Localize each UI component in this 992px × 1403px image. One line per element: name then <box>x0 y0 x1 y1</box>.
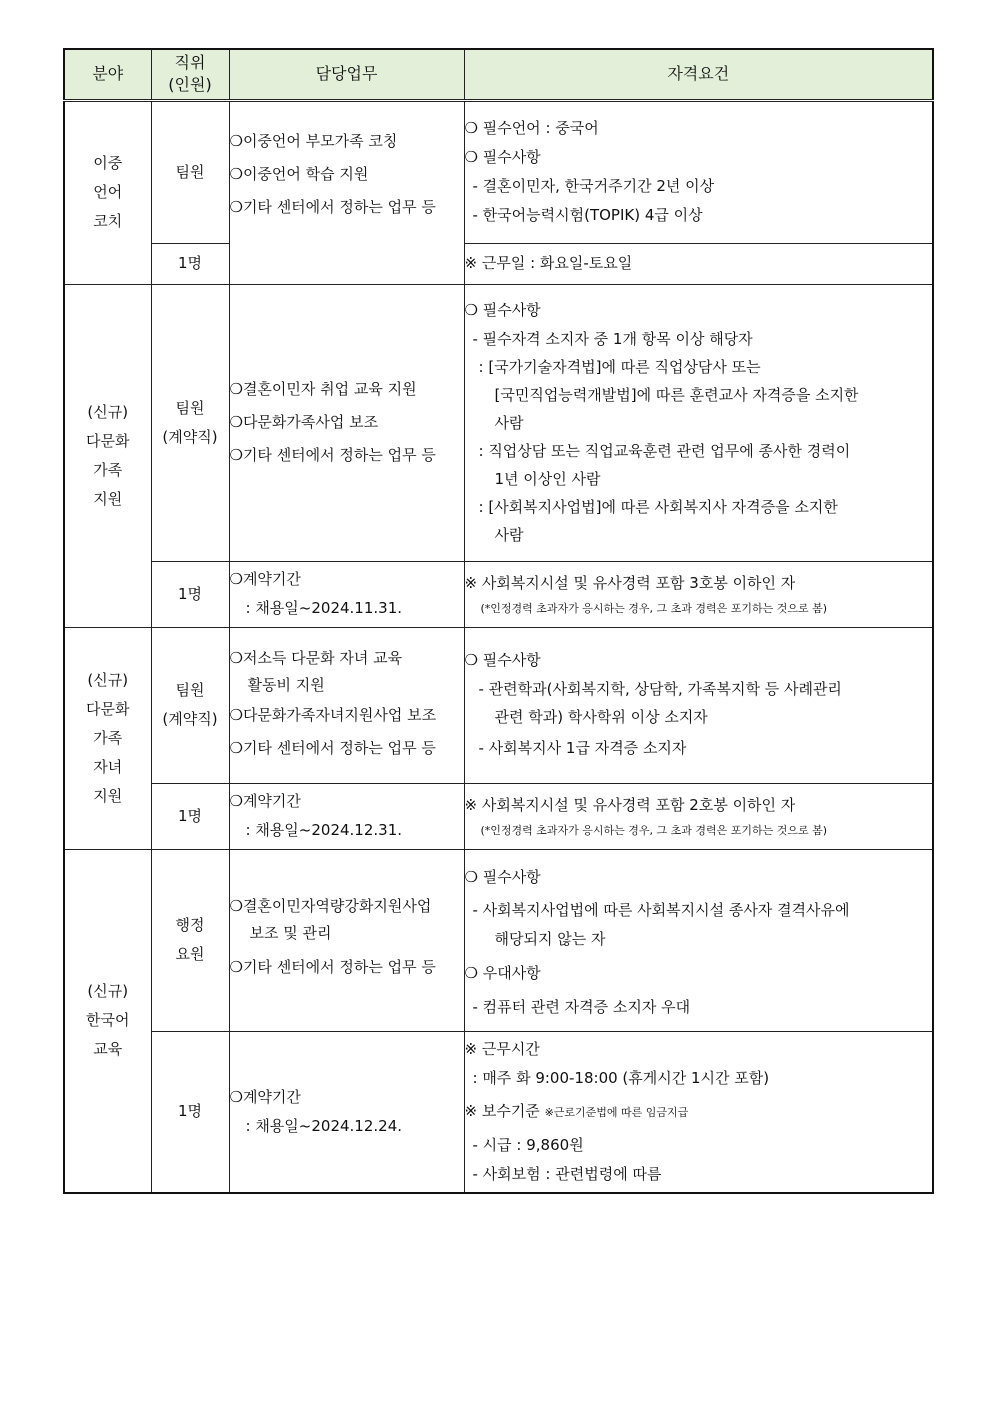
field-line: 자녀 <box>93 757 123 776</box>
duty-item: 활동비 지원 <box>247 676 325 694</box>
requirement-line: ❍ 필수언어 : 중국어 <box>464 119 599 137</box>
requirement-line: - 컴퓨터 관련 자격증 소지자 우대 <box>472 997 691 1016</box>
field-line: (신규) <box>87 402 129 421</box>
header-qualifications: 자격요건 <box>464 49 933 100</box>
duty-item: ❍기타 센터에서 정하는 업무 등 <box>229 446 436 464</box>
field-line: 가족 <box>93 460 123 479</box>
requirements-cell <box>464 284 933 561</box>
count-cell: 1명 <box>151 1031 229 1193</box>
requirement-line: : [사회복지사업법]에 따른 사회복지사 자격증을 소지한 <box>478 498 838 516</box>
work-hours: : 매주 화 9:00-18:00 (휴게시간 1시간 포함) <box>472 1068 770 1087</box>
recruitment-table <box>63 48 934 1194</box>
note-cell <box>464 783 933 849</box>
requirement-line: 관련 학과) 학사학위 이상 소지자 <box>494 707 708 726</box>
note-cell <box>464 561 933 627</box>
pay-hourly: - 시급 : 9,860원 <box>472 1135 584 1154</box>
requirement-line: [국민직업능력개발법]에 따른 훈련교사 자격증을 소지한 <box>494 386 859 404</box>
note-small: (*인정경력 초과자가 응시하는 경우, 그 초과 경력은 포기하는 것으로 봄) <box>480 601 828 615</box>
count-cell: 1명 <box>151 783 229 849</box>
position-label: 팀원 <box>175 162 205 181</box>
count-cell: 1명 <box>151 561 229 627</box>
position-cell <box>151 849 229 1031</box>
field-line: (신규) <box>87 670 129 689</box>
header-position <box>151 49 229 100</box>
requirements-cell <box>464 627 933 783</box>
pay-note: ※근로기준법에 따른 임금지급 <box>544 1105 689 1119</box>
duties-cell <box>229 849 464 1031</box>
table-row <box>64 561 933 627</box>
duty-item: ❍다문화가족자녀지원사업 보조 <box>229 706 437 724</box>
work-terms-cell <box>464 1031 933 1193</box>
count-cell: 1명 <box>151 243 229 284</box>
pay-line <box>465 1093 933 1131</box>
table-row <box>64 783 933 849</box>
requirement-line: 사람 <box>494 526 524 544</box>
note-line: ※ 근무일 : 화요일-토요일 <box>464 254 633 272</box>
position-label: (계약직) <box>162 710 218 728</box>
table-row <box>64 1031 933 1193</box>
requirement-line: ❍ 필수사항 <box>464 867 541 886</box>
duty-item: 보조 및 관리 <box>249 924 332 942</box>
requirement-line: ❍ 필수사항 <box>464 650 541 669</box>
field-line: 다문화 <box>86 431 130 450</box>
requirement-line: 1년 이상인 사람 <box>494 470 601 488</box>
contract-period: : 채용일~2024.12.31. <box>245 821 403 839</box>
field-line: 가족 <box>93 728 123 747</box>
duty-item: ❍기타 센터에서 정하는 업무 등 <box>229 739 436 757</box>
requirement-line: 사람 <box>494 414 524 432</box>
requirements-cell <box>464 849 933 1031</box>
field-line: 지원 <box>93 786 123 805</box>
duty-item: ❍기타 센터에서 정하는 업무 등 <box>229 198 436 216</box>
duty-item: ❍이중언어 부모가족 코칭 <box>229 132 398 150</box>
duty-item: ❍이중언어 학습 지원 <box>229 165 369 183</box>
contract-period: : 채용일~2024.11.31. <box>245 599 403 617</box>
requirement-line: - 사회복지사 1급 자격증 소지자 <box>478 738 687 757</box>
requirements-cell <box>464 100 933 243</box>
position-cell <box>151 284 229 561</box>
note-small: (*인정경력 초과자가 응시하는 경우, 그 초과 경력은 포기하는 것으로 봄) <box>480 823 828 837</box>
field-cell <box>64 849 151 1193</box>
header-duties: 담당업무 <box>229 49 464 100</box>
field-line: 한국어 <box>86 1011 130 1030</box>
requirement-line: 해당되지 않는 자 <box>494 929 606 948</box>
pay-insurance: - 사회보험 : 관련법령에 따름 <box>472 1164 662 1183</box>
position-label: (계약직) <box>162 427 218 446</box>
duty-item: ❍저소득 다문화 자녀 교육 <box>229 649 403 667</box>
contract-cell <box>229 783 464 849</box>
table-row <box>64 243 933 284</box>
requirement-line: - 관련학과(사회복지학, 상담학, 가족복지학 등 사례관리 <box>478 679 842 698</box>
field-line: 이중 <box>93 154 123 172</box>
field-line: 다문화 <box>86 699 130 718</box>
position-label: 행정 <box>175 916 205 934</box>
requirement-line: - 필수자격 소지자 중 1개 항목 이상 해당자 <box>472 330 753 348</box>
duty-item: ❍다문화가족사업 보조 <box>229 413 379 431</box>
duties-cell <box>229 100 464 284</box>
table-row <box>64 100 933 243</box>
contract-cell <box>229 561 464 627</box>
field-cell <box>64 627 151 849</box>
requirement-line: - 한국어능력시험(TOPIK) 4급 이상 <box>472 206 703 224</box>
header-position-line1: 직위 <box>174 53 206 73</box>
position-cell <box>151 627 229 783</box>
requirement-line: - 사회복지사업법에 따른 사회복지시설 종사자 결격사유에 <box>472 900 850 919</box>
duty-item: ❍기타 센터에서 정하는 업무 등 <box>229 958 436 976</box>
requirement-line: ❍ 필수사항 <box>464 301 541 319</box>
requirement-line: ❍ 우대사항 <box>464 963 541 982</box>
position-label: 팀원 <box>175 681 205 699</box>
field-line: 교육 <box>93 1040 123 1059</box>
field-line: 언어 <box>93 183 123 201</box>
table-row <box>64 284 933 561</box>
header-position-line2: (인원) <box>168 75 212 95</box>
field-cell <box>64 284 151 627</box>
work-hours-label: ※ 근무시간 <box>464 1039 540 1058</box>
duties-cell <box>229 627 464 783</box>
requirement-line: : [국가기술자격법]에 따른 직업상담사 또는 <box>478 358 761 376</box>
position-label: 팀원 <box>175 398 205 417</box>
requirement-line: ❍ 필수사항 <box>464 148 541 166</box>
pay-label: ※ 보수기준 <box>464 1101 540 1120</box>
field-line: (신규) <box>87 982 129 1001</box>
table-row <box>64 627 933 783</box>
duty-item: ❍결혼이민자 취업 교육 지원 <box>229 380 417 398</box>
duty-item: ❍결혼이민자역량강화지원사업 <box>229 897 432 915</box>
requirement-line: : 직업상담 또는 직업교육훈련 관련 업무에 종사한 경력이 <box>478 442 851 460</box>
contract-label: ❍계약기간 <box>229 792 301 810</box>
note-cell <box>464 243 933 284</box>
position-label: 요원 <box>175 945 205 963</box>
contract-period: : 채용일~2024.12.24. <box>245 1116 403 1135</box>
table-row <box>64 849 933 1031</box>
position-cell <box>151 100 229 243</box>
field-cell <box>64 100 151 284</box>
duties-cell <box>229 284 464 561</box>
field-line: 지원 <box>93 489 123 508</box>
contract-label: ❍계약기간 <box>229 570 301 588</box>
field-line: 코치 <box>93 212 123 230</box>
table-header-row <box>64 49 933 100</box>
contract-cell <box>229 1031 464 1193</box>
note-line: ※ 사회복지시설 및 유사경력 포함 2호봉 이하인 자 <box>464 795 796 814</box>
note-line: ※ 사회복지시설 및 유사경력 포함 3호봉 이하인 자 <box>464 573 796 592</box>
requirement-line: - 결혼이민자, 한국거주기간 2년 이상 <box>472 177 715 195</box>
header-field: 분야 <box>64 49 151 100</box>
contract-label: ❍계약기간 <box>229 1087 301 1106</box>
